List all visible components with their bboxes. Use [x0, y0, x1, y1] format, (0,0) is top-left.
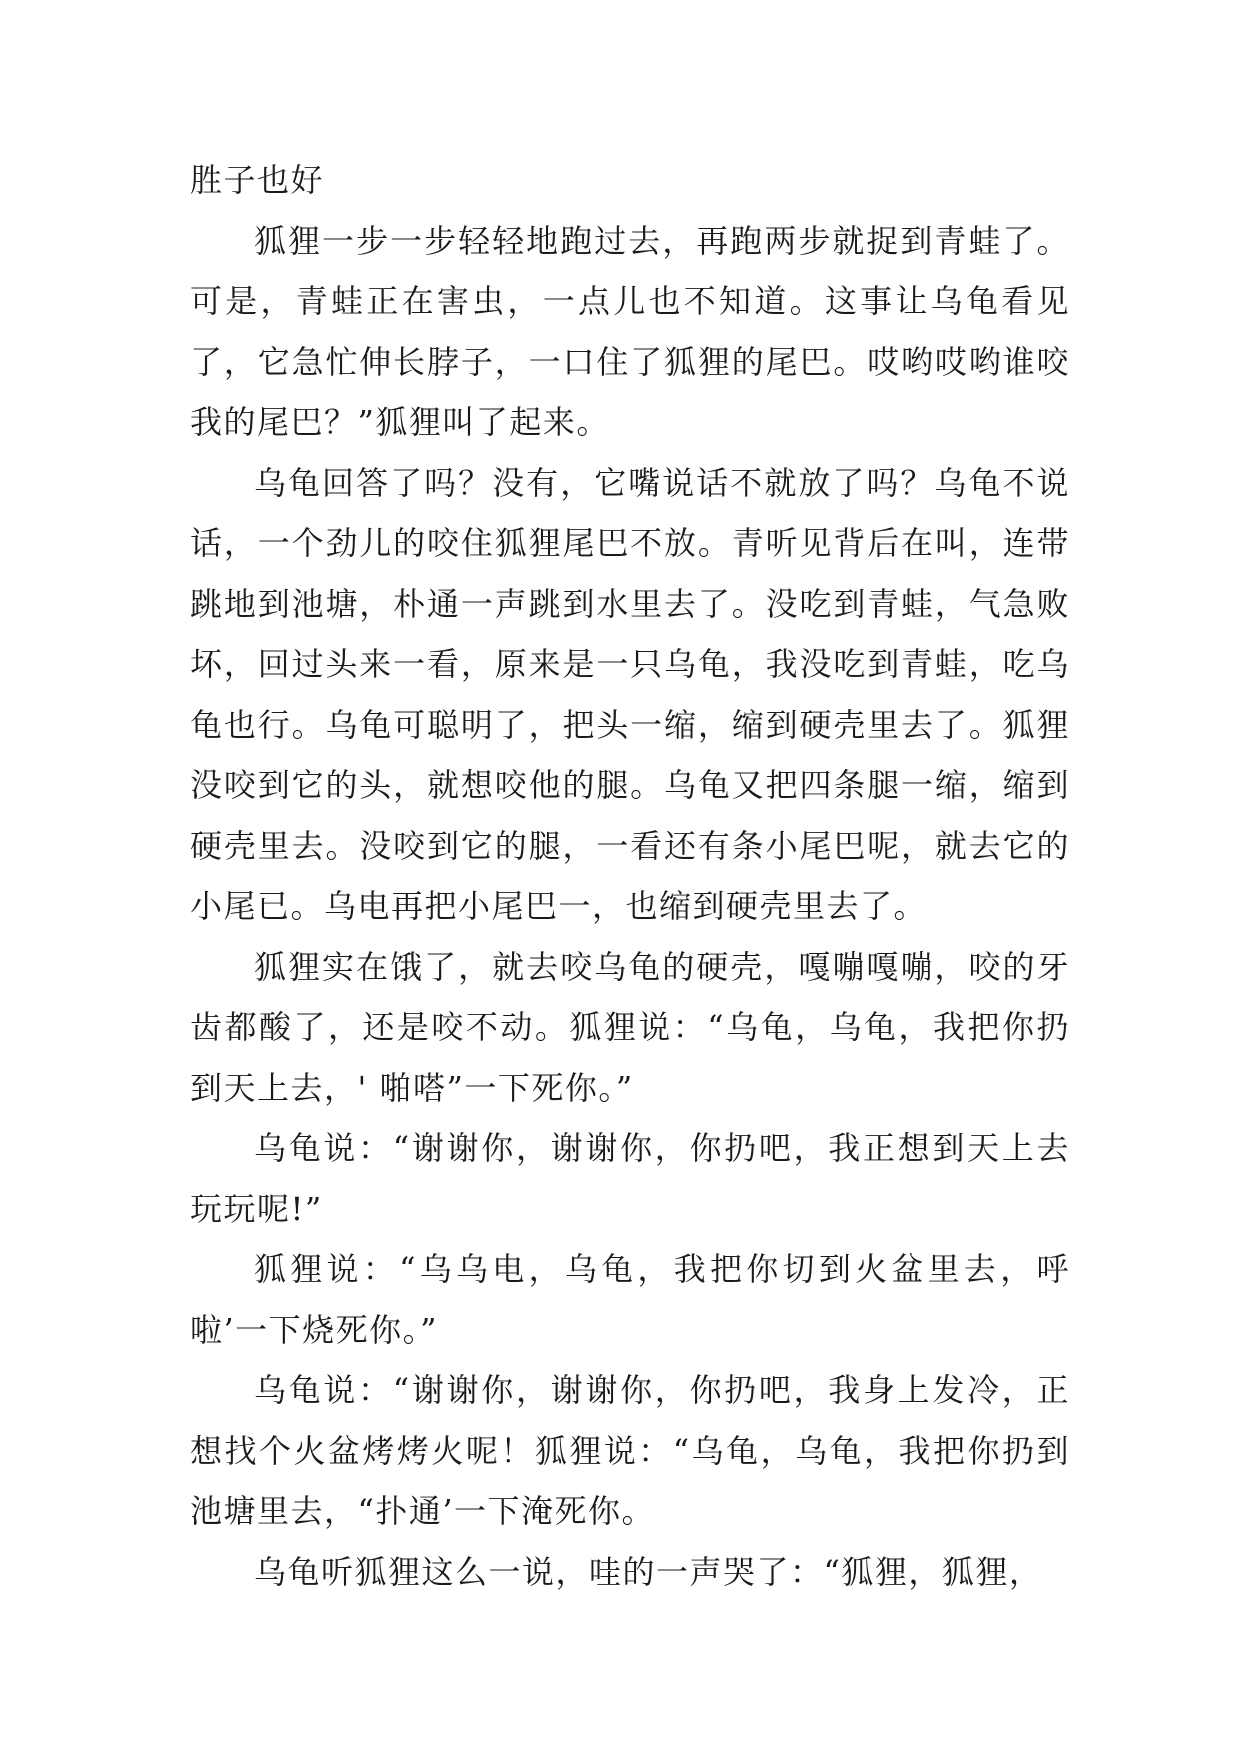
- paragraph: 乌龟听狐狸这么一说，哇的一声哭了：“狐狸，狐狸，: [254, 1552, 1043, 1591]
- paragraph: 狐狸一步一步轻轻地跑过去，再跑两步就捉到青蛙了。可是，青蛙正在害虫，一点儿也不知道。这事让乌龟看见了，它急忙伸长脖子，一口住了狐狸的尾巴。哎哟哎哟谁咬我的尾巴？”狐狸叫了起来。: [190, 221, 1070, 441]
- paragraph-continuation: 胜子也好: [190, 161, 325, 199]
- paragraph: 狐狸实在饿了，就去咬乌龟的硬壳，嘎嘣嘎嘣，咬的牙齿都酸了，还是咬不动。狐狸说：“乌龟，乌龟，我把你扔到天上去，' 啪嗒”一下死你。”: [190, 947, 1070, 1107]
- paragraph: 乌龟说：“谢谢你，谢谢你，你扔吧，我身上发冷，正想找个火盆烤烤火呢！狐狸说：“乌龟，乌龟，我把你扔到池塘里去，“扑通’一下淹死你。: [190, 1371, 1070, 1530]
- paragraph: 乌龟说：“谢谢你，谢谢你，你扔吧，我正想到天上去玩玩呢!”: [190, 1129, 1070, 1228]
- paragraph: 狐狸说：“乌乌电，乌龟，我把你切到火盆里去，呼啦’一下烧死你。”: [190, 1250, 1070, 1349]
- paragraph: 乌龟回答了吗？没有，它嘴说话不就放了吗？乌龟不说话，一个劲儿的咬住狐狸尾巴不放。青听见背后在叫，连带跳地到池塘，朴通一声跳到水里去了。没吃到青蛙，气急败坏，回过头来一看，原来是一只乌龟，我没吃到青蛙，吃乌龟也行。乌龟可聪明了，把头一缩，缩到硬壳里去了。狐狸没咬到它的头，就想咬他的腿。乌龟又把四条腿一缩，缩到硬壳里去。没咬到它的腿，一看还有条小尾巴呢，就去它的小尾已。乌电再把小尾巴一，也缩到硬壳里去了。: [190, 463, 1070, 925]
- story-text: [190, 150, 1070, 1602]
